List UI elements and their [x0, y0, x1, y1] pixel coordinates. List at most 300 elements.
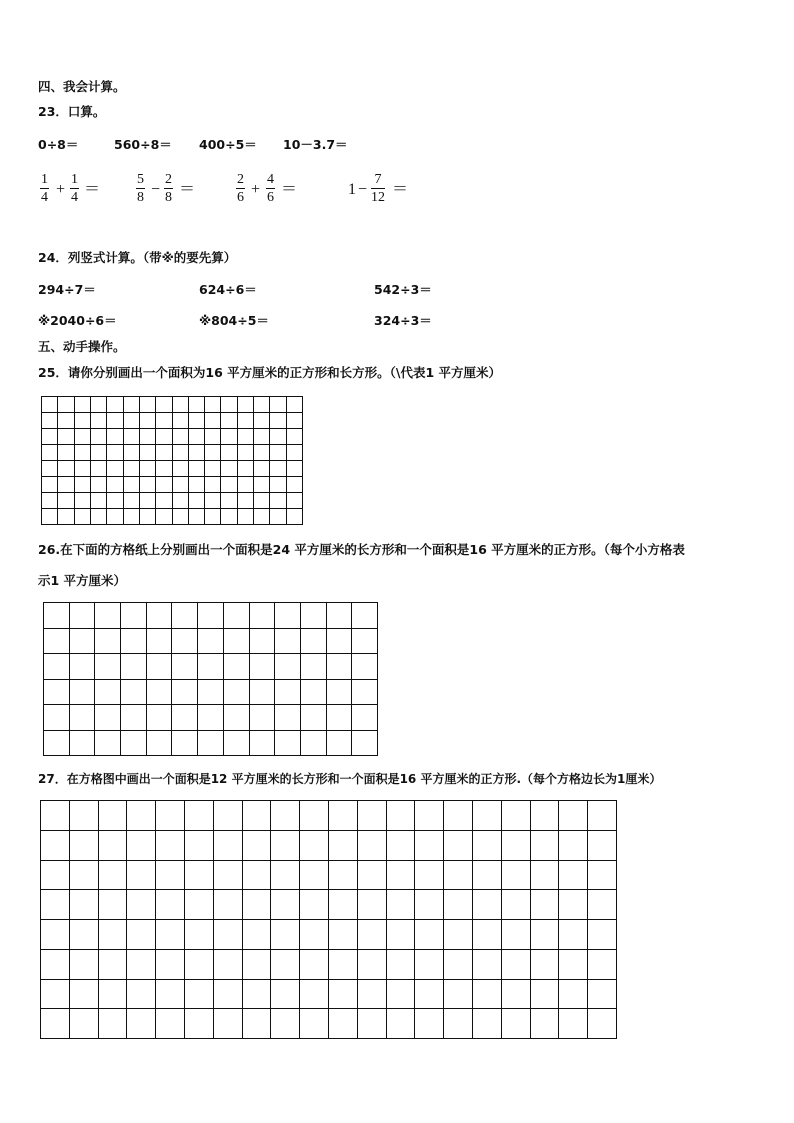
grid-cell[interactable] [74, 509, 90, 525]
grid-cell[interactable] [275, 705, 301, 731]
grid-cell[interactable] [213, 801, 242, 831]
grid-cell[interactable] [146, 679, 172, 705]
grid-cell[interactable] [357, 949, 386, 979]
grid-cell[interactable] [237, 413, 253, 429]
grid-cell[interactable] [172, 730, 198, 756]
grid-cell[interactable] [98, 1009, 127, 1039]
grid-cell[interactable] [172, 603, 198, 629]
grid-cell[interactable] [123, 429, 139, 445]
grid-cell[interactable] [44, 654, 70, 680]
grid-cell[interactable] [90, 397, 106, 413]
grid-cell[interactable] [156, 860, 185, 890]
grid-cell[interactable] [271, 801, 300, 831]
grid-cell[interactable] [127, 979, 156, 1009]
grid-cell[interactable] [328, 860, 357, 890]
grid-cell[interactable] [326, 603, 352, 629]
grid-cell[interactable] [501, 860, 530, 890]
grid-cell[interactable] [90, 477, 106, 493]
grid-cell[interactable] [501, 801, 530, 831]
grid-cell[interactable] [41, 979, 70, 1009]
grid-cell[interactable] [386, 801, 415, 831]
grid-cell[interactable] [42, 493, 58, 509]
grid-cell[interactable] [530, 949, 559, 979]
grid-cell[interactable] [254, 397, 270, 413]
grid-cell[interactable] [300, 920, 329, 950]
grid-cell[interactable] [300, 1009, 329, 1039]
grid-cell[interactable] [198, 679, 224, 705]
grid-cell[interactable] [205, 477, 221, 493]
grid-cell[interactable] [58, 397, 74, 413]
grid-paper-q27[interactable] [40, 800, 617, 1039]
grid-cell[interactable] [42, 429, 58, 445]
grid-cell[interactable] [223, 603, 249, 629]
grid-cell[interactable] [172, 509, 188, 525]
grid-cell[interactable] [415, 801, 444, 831]
grid-cell[interactable] [386, 979, 415, 1009]
grid-cell[interactable] [172, 445, 188, 461]
grid-cell[interactable] [146, 603, 172, 629]
grid-cell[interactable] [352, 679, 378, 705]
grid-paper-q26[interactable] [43, 602, 378, 756]
grid-cell[interactable] [44, 628, 70, 654]
grid-cell[interactable] [588, 830, 617, 860]
grid-cell[interactable] [172, 628, 198, 654]
grid-cell[interactable] [172, 429, 188, 445]
grid-cell[interactable] [69, 949, 98, 979]
grid-cell[interactable] [249, 603, 275, 629]
grid-cell[interactable] [242, 1009, 271, 1039]
grid-cell[interactable] [530, 801, 559, 831]
grid-cell[interactable] [300, 890, 329, 920]
grid-cell[interactable] [286, 445, 302, 461]
grid-cell[interactable] [300, 603, 326, 629]
grid-cell[interactable] [58, 413, 74, 429]
grid-cell[interactable] [254, 429, 270, 445]
grid-cell[interactable] [42, 445, 58, 461]
grid-cell[interactable] [328, 949, 357, 979]
grid-cell[interactable] [107, 397, 123, 413]
grid-cell[interactable] [188, 477, 204, 493]
grid-cell[interactable] [121, 628, 147, 654]
grid-cell[interactable] [74, 461, 90, 477]
grid-cell[interactable] [386, 949, 415, 979]
grid-cell[interactable] [242, 830, 271, 860]
grid-cell[interactable] [501, 979, 530, 1009]
grid-cell[interactable] [146, 705, 172, 731]
grid-cell[interactable] [69, 920, 98, 950]
grid-cell[interactable] [559, 890, 588, 920]
grid-cell[interactable] [107, 445, 123, 461]
grid-cell[interactable] [254, 509, 270, 525]
grid-cell[interactable] [156, 801, 185, 831]
grid-cell[interactable] [95, 705, 121, 731]
grid-cell[interactable] [254, 493, 270, 509]
grid-cell[interactable] [123, 493, 139, 509]
grid-cell[interactable] [386, 890, 415, 920]
grid-cell[interactable] [98, 890, 127, 920]
grid-cell[interactable] [74, 493, 90, 509]
grid-cell[interactable] [41, 890, 70, 920]
grid-cell[interactable] [213, 860, 242, 890]
grid-cell[interactable] [58, 493, 74, 509]
grid-cell[interactable] [242, 860, 271, 890]
grid-cell[interactable] [472, 979, 501, 1009]
grid-cell[interactable] [188, 461, 204, 477]
grid-cell[interactable] [205, 461, 221, 477]
grid-cell[interactable] [472, 890, 501, 920]
grid-cell[interactable] [300, 949, 329, 979]
grid-cell[interactable] [300, 705, 326, 731]
grid-cell[interactable] [74, 413, 90, 429]
grid-cell[interactable] [69, 730, 95, 756]
grid-cell[interactable] [146, 654, 172, 680]
grid-cell[interactable] [444, 830, 473, 860]
grid-cell[interactable] [184, 949, 213, 979]
grid-cell[interactable] [270, 429, 286, 445]
grid-cell[interactable] [237, 461, 253, 477]
grid-cell[interactable] [300, 801, 329, 831]
grid-cell[interactable] [352, 628, 378, 654]
grid-cell[interactable] [559, 830, 588, 860]
grid-cell[interactable] [326, 654, 352, 680]
grid-cell[interactable] [501, 830, 530, 860]
grid-cell[interactable] [588, 949, 617, 979]
grid-cell[interactable] [223, 628, 249, 654]
grid-cell[interactable] [472, 1009, 501, 1039]
grid-cell[interactable] [156, 429, 172, 445]
grid-cell[interactable] [107, 493, 123, 509]
grid-cell[interactable] [254, 477, 270, 493]
grid-cell[interactable] [41, 801, 70, 831]
grid-cell[interactable] [270, 413, 286, 429]
grid-cell[interactable] [95, 603, 121, 629]
grid-cell[interactable] [42, 397, 58, 413]
grid-cell[interactable] [146, 730, 172, 756]
grid-cell[interactable] [156, 830, 185, 860]
grid-cell[interactable] [223, 705, 249, 731]
grid-cell[interactable] [127, 801, 156, 831]
grid-cell[interactable] [286, 429, 302, 445]
grid-cell[interactable] [271, 1009, 300, 1039]
grid-cell[interactable] [386, 830, 415, 860]
grid-cell[interactable] [352, 654, 378, 680]
grid-cell[interactable] [44, 603, 70, 629]
grid-cell[interactable] [352, 730, 378, 756]
grid-cell[interactable] [326, 628, 352, 654]
grid-cell[interactable] [139, 477, 155, 493]
grid-cell[interactable] [156, 413, 172, 429]
grid-cell[interactable] [300, 860, 329, 890]
grid-cell[interactable] [501, 949, 530, 979]
grid-cell[interactable] [444, 979, 473, 1009]
grid-cell[interactable] [213, 890, 242, 920]
grid-cell[interactable] [415, 860, 444, 890]
grid-cell[interactable] [237, 509, 253, 525]
grid-cell[interactable] [249, 730, 275, 756]
grid-cell[interactable] [69, 979, 98, 1009]
grid-cell[interactable] [127, 920, 156, 950]
grid-cell[interactable] [188, 509, 204, 525]
grid-cell[interactable] [357, 801, 386, 831]
grid-cell[interactable] [242, 920, 271, 950]
grid-cell[interactable] [271, 920, 300, 950]
grid-cell[interactable] [107, 477, 123, 493]
grid-cell[interactable] [44, 705, 70, 731]
grid-cell[interactable] [530, 860, 559, 890]
grid-cell[interactable] [328, 1009, 357, 1039]
grid-cell[interactable] [237, 429, 253, 445]
grid-cell[interactable] [221, 493, 237, 509]
grid-cell[interactable] [221, 429, 237, 445]
grid-cell[interactable] [213, 1009, 242, 1039]
grid-cell[interactable] [198, 705, 224, 731]
grid-cell[interactable] [188, 493, 204, 509]
grid-cell[interactable] [326, 679, 352, 705]
grid-cell[interactable] [237, 477, 253, 493]
grid-cell[interactable] [139, 413, 155, 429]
grid-cell[interactable] [270, 461, 286, 477]
grid-cell[interactable] [386, 920, 415, 950]
grid-cell[interactable] [270, 397, 286, 413]
grid-cell[interactable] [286, 509, 302, 525]
grid-cell[interactable] [95, 679, 121, 705]
grid-cell[interactable] [198, 654, 224, 680]
grid-cell[interactable] [184, 920, 213, 950]
grid-cell[interactable] [98, 979, 127, 1009]
grid-cell[interactable] [107, 461, 123, 477]
grid-cell[interactable] [139, 461, 155, 477]
grid-cell[interactable] [69, 860, 98, 890]
grid-cell[interactable] [271, 949, 300, 979]
grid-cell[interactable] [172, 705, 198, 731]
grid-cell[interactable] [44, 679, 70, 705]
grid-cell[interactable] [242, 890, 271, 920]
grid-cell[interactable] [205, 493, 221, 509]
grid-cell[interactable] [328, 920, 357, 950]
grid-cell[interactable] [328, 830, 357, 860]
grid-cell[interactable] [139, 509, 155, 525]
grid-cell[interactable] [271, 890, 300, 920]
grid-cell[interactable] [58, 445, 74, 461]
grid-cell[interactable] [184, 801, 213, 831]
grid-cell[interactable] [444, 860, 473, 890]
grid-cell[interactable] [184, 860, 213, 890]
grid-cell[interactable] [328, 801, 357, 831]
grid-cell[interactable] [198, 603, 224, 629]
grid-cell[interactable] [275, 603, 301, 629]
grid-cell[interactable] [254, 445, 270, 461]
grid-cell[interactable] [357, 890, 386, 920]
grid-cell[interactable] [559, 801, 588, 831]
grid-cell[interactable] [444, 920, 473, 950]
grid-cell[interactable] [501, 890, 530, 920]
grid-cell[interactable] [121, 603, 147, 629]
grid-cell[interactable] [69, 1009, 98, 1039]
grid-cell[interactable] [213, 830, 242, 860]
grid-cell[interactable] [530, 920, 559, 950]
grid-cell[interactable] [123, 445, 139, 461]
grid-cell[interactable] [415, 949, 444, 979]
grid-cell[interactable] [42, 461, 58, 477]
grid-cell[interactable] [254, 413, 270, 429]
grid-cell[interactable] [69, 830, 98, 860]
grid-cell[interactable] [69, 890, 98, 920]
grid-cell[interactable] [352, 603, 378, 629]
grid-cell[interactable] [74, 445, 90, 461]
grid-cell[interactable] [156, 949, 185, 979]
grid-cell[interactable] [286, 413, 302, 429]
grid-cell[interactable] [386, 1009, 415, 1039]
grid-cell[interactable] [221, 509, 237, 525]
grid-cell[interactable] [249, 705, 275, 731]
grid-cell[interactable] [444, 1009, 473, 1039]
grid-cell[interactable] [472, 920, 501, 950]
grid-cell[interactable] [90, 493, 106, 509]
grid-cell[interactable] [123, 461, 139, 477]
grid-cell[interactable] [123, 509, 139, 525]
grid-cell[interactable] [198, 730, 224, 756]
grid-cell[interactable] [69, 705, 95, 731]
grid-cell[interactable] [242, 949, 271, 979]
grid-cell[interactable] [188, 429, 204, 445]
grid-cell[interactable] [41, 920, 70, 950]
grid-cell[interactable] [559, 949, 588, 979]
grid-cell[interactable] [205, 445, 221, 461]
grid-cell[interactable] [205, 413, 221, 429]
grid-cell[interactable] [156, 493, 172, 509]
grid-cell[interactable] [69, 654, 95, 680]
grid-cell[interactable] [90, 429, 106, 445]
grid-cell[interactable] [213, 979, 242, 1009]
grid-cell[interactable] [156, 979, 185, 1009]
grid-cell[interactable] [300, 730, 326, 756]
grid-cell[interactable] [123, 477, 139, 493]
grid-cell[interactable] [42, 509, 58, 525]
grid-cell[interactable] [184, 830, 213, 860]
grid-cell[interactable] [415, 1009, 444, 1039]
grid-cell[interactable] [444, 949, 473, 979]
grid-cell[interactable] [156, 461, 172, 477]
grid-cell[interactable] [472, 949, 501, 979]
grid-cell[interactable] [357, 860, 386, 890]
grid-cell[interactable] [328, 979, 357, 1009]
grid-cell[interactable] [530, 1009, 559, 1039]
grid-cell[interactable] [107, 429, 123, 445]
grid-cell[interactable] [275, 654, 301, 680]
grid-cell[interactable] [300, 830, 329, 860]
grid-cell[interactable] [530, 830, 559, 860]
grid-cell[interactable] [121, 730, 147, 756]
grid-cell[interactable] [588, 801, 617, 831]
grid-cell[interactable] [156, 477, 172, 493]
grid-cell[interactable] [121, 705, 147, 731]
grid-cell[interactable] [213, 920, 242, 950]
grid-cell[interactable] [254, 461, 270, 477]
grid-cell[interactable] [300, 628, 326, 654]
grid-cell[interactable] [127, 890, 156, 920]
grid-cell[interactable] [237, 397, 253, 413]
grid-cell[interactable] [300, 679, 326, 705]
grid-cell[interactable] [69, 603, 95, 629]
grid-cell[interactable] [98, 860, 127, 890]
grid-cell[interactable] [121, 679, 147, 705]
grid-cell[interactable] [58, 477, 74, 493]
grid-cell[interactable] [139, 445, 155, 461]
grid-cell[interactable] [588, 920, 617, 950]
grid-paper-q25[interactable] [41, 396, 303, 525]
grid-cell[interactable] [275, 730, 301, 756]
grid-cell[interactable] [139, 493, 155, 509]
grid-cell[interactable] [98, 920, 127, 950]
grid-cell[interactable] [275, 628, 301, 654]
grid-cell[interactable] [357, 920, 386, 950]
grid-cell[interactable] [326, 730, 352, 756]
grid-cell[interactable] [107, 509, 123, 525]
grid-cell[interactable] [300, 979, 329, 1009]
grid-cell[interactable] [357, 979, 386, 1009]
grid-cell[interactable] [156, 890, 185, 920]
grid-cell[interactable] [286, 493, 302, 509]
grid-cell[interactable] [559, 860, 588, 890]
grid-cell[interactable] [386, 860, 415, 890]
grid-cell[interactable] [123, 397, 139, 413]
grid-cell[interactable] [415, 920, 444, 950]
grid-cell[interactable] [415, 890, 444, 920]
grid-cell[interactable] [223, 730, 249, 756]
grid-cell[interactable] [127, 1009, 156, 1039]
grid-cell[interactable] [588, 1009, 617, 1039]
grid-cell[interactable] [237, 445, 253, 461]
grid-cell[interactable] [90, 445, 106, 461]
grid-cell[interactable] [95, 654, 121, 680]
grid-cell[interactable] [172, 397, 188, 413]
grid-cell[interactable] [249, 679, 275, 705]
grid-cell[interactable] [156, 445, 172, 461]
grid-cell[interactable] [172, 493, 188, 509]
grid-cell[interactable] [530, 979, 559, 1009]
grid-cell[interactable] [156, 397, 172, 413]
grid-cell[interactable] [588, 890, 617, 920]
grid-cell[interactable] [58, 509, 74, 525]
grid-cell[interactable] [415, 979, 444, 1009]
grid-cell[interactable] [172, 477, 188, 493]
grid-cell[interactable] [98, 949, 127, 979]
grid-cell[interactable] [74, 397, 90, 413]
grid-cell[interactable] [184, 1009, 213, 1039]
grid-cell[interactable] [107, 413, 123, 429]
grid-cell[interactable] [205, 429, 221, 445]
grid-cell[interactable] [286, 397, 302, 413]
grid-cell[interactable] [271, 830, 300, 860]
grid-cell[interactable] [42, 477, 58, 493]
grid-cell[interactable] [444, 801, 473, 831]
grid-cell[interactable] [172, 654, 198, 680]
grid-cell[interactable] [127, 860, 156, 890]
grid-cell[interactable] [237, 493, 253, 509]
grid-cell[interactable] [249, 654, 275, 680]
grid-cell[interactable] [198, 628, 224, 654]
grid-cell[interactable] [221, 397, 237, 413]
grid-cell[interactable] [41, 830, 70, 860]
grid-cell[interactable] [90, 461, 106, 477]
grid-cell[interactable] [223, 654, 249, 680]
grid-cell[interactable] [95, 730, 121, 756]
grid-cell[interactable] [44, 730, 70, 756]
grid-cell[interactable] [74, 477, 90, 493]
grid-cell[interactable] [271, 979, 300, 1009]
grid-cell[interactable] [472, 830, 501, 860]
grid-cell[interactable] [172, 461, 188, 477]
